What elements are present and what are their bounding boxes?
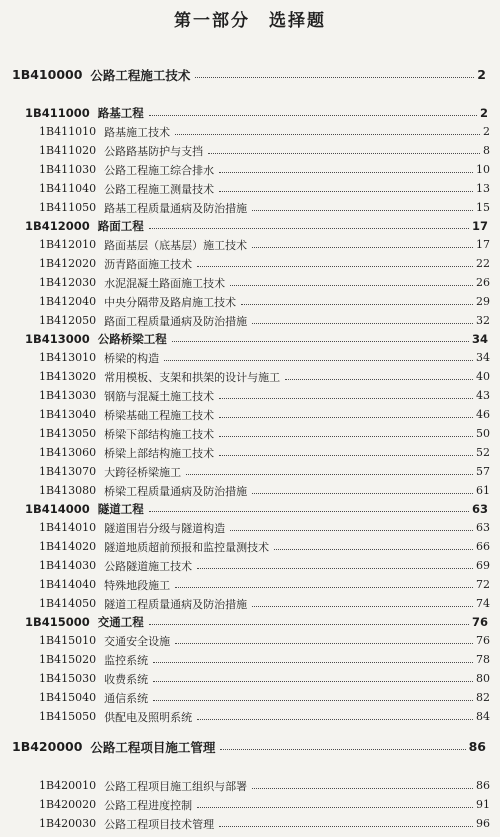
toc-title: 钢筋与混凝土施工技术: [104, 389, 215, 403]
toc-page: 40: [476, 370, 490, 383]
toc-code: 1B412000: [25, 218, 90, 233]
toc-page: 32: [476, 314, 490, 327]
toc-entry: [0, 103, 500, 122]
toc-title: 公路工程施工综合排水: [104, 163, 215, 177]
toc-page: 74: [476, 597, 490, 610]
toc-entry: [0, 329, 500, 348]
toc-title: 桥梁工程质量通病及防治措施: [104, 484, 248, 498]
toc-title: 路基工程: [97, 105, 144, 120]
toc-title: 公路工程项目施工管理: [90, 739, 216, 755]
toc-entry: [0, 688, 500, 707]
toc-leader: [186, 474, 473, 475]
toc-title: 公路工程项目技术管理: [104, 817, 215, 831]
toc-code: 1B414000: [25, 501, 90, 516]
toc-leader: [252, 210, 473, 211]
toc-title: 交通安全设施: [104, 634, 171, 648]
toc-title: 供配电及照明系统: [104, 710, 193, 724]
toc-leader: [219, 398, 473, 399]
toc-page: 22: [476, 257, 490, 270]
toc-leader: [149, 511, 469, 512]
toc-entry: [0, 198, 500, 217]
toc-entry: [0, 424, 500, 443]
toc-leader: [197, 719, 473, 720]
toc-title: 中央分隔带及路肩施工技术: [104, 295, 237, 309]
toc-code: 1B410000: [12, 67, 83, 82]
toc-code: 1B414010: [39, 521, 97, 534]
toc-title: 桥梁下部结构施工技术: [104, 427, 215, 441]
toc-title: 大跨径桥梁施工: [104, 465, 182, 479]
toc-entry: [0, 292, 500, 311]
toc-title: 监控系统: [104, 653, 149, 667]
toc-title: 常用模板、支架和拱架的设计与施工: [104, 370, 281, 384]
toc-code: 1B415030: [39, 672, 97, 685]
toc-leader: [252, 788, 473, 789]
toc-code: 1B413080: [39, 484, 97, 497]
toc-title: 公路工程施工测量技术: [104, 182, 215, 196]
toc-entry: [0, 65, 500, 84]
toc-page: 76: [471, 614, 488, 629]
toc-leader: [153, 700, 473, 701]
toc-entry: [0, 795, 500, 814]
toc-page: 17: [471, 218, 488, 233]
toc-leader: [219, 417, 473, 418]
toc-page: 72: [476, 578, 490, 591]
toc-leader: [175, 643, 473, 644]
toc-leader: [252, 606, 473, 607]
toc-entry: [0, 348, 500, 367]
toc-title: 公路工程项目施工组织与部署: [104, 779, 248, 793]
toc-leader: [149, 115, 477, 116]
toc-code: 1B415020: [39, 653, 97, 666]
toc-leader: [172, 341, 469, 342]
toc-entry: [0, 311, 500, 330]
toc-page: 46: [476, 408, 490, 421]
toc-code: 1B412030: [39, 276, 97, 289]
toc-entry: [0, 737, 500, 756]
toc-code: 1B415040: [39, 691, 97, 704]
toc-entry: [0, 631, 500, 650]
toc-title: 路面基层（底基层）施工技术: [104, 238, 248, 252]
toc-entry: [0, 160, 500, 179]
toc-leader: [197, 807, 473, 808]
toc-page: 61: [476, 484, 490, 497]
toc-code: 1B415050: [39, 710, 97, 723]
toc-entry: [0, 443, 500, 462]
toc-page: 63: [471, 501, 488, 516]
toc-leader: [252, 247, 473, 248]
toc-title: 路基施工技术: [104, 125, 171, 139]
toc-page: 57: [476, 465, 490, 478]
toc-leader: [149, 624, 469, 625]
toc-leader: [219, 172, 473, 173]
toc-leader: [208, 153, 480, 154]
toc-page: 69: [476, 559, 490, 572]
toc-title: 公路工程进度控制: [104, 798, 193, 812]
toc-leader: [197, 568, 473, 569]
toc-leader: [274, 549, 473, 550]
toc-page: 91: [476, 798, 490, 811]
toc-entry: [0, 216, 500, 235]
toc-code: 1B411050: [39, 201, 97, 214]
toc-page: 96: [476, 817, 490, 830]
toc-leader: [175, 587, 473, 588]
toc-leader: [241, 304, 473, 305]
toc-leader: [197, 266, 473, 267]
toc-code: 1B411040: [39, 182, 97, 195]
toc-leader: [195, 77, 474, 78]
toc-leader: [175, 134, 480, 135]
toc-page: 66: [476, 540, 490, 553]
toc-page: 13: [476, 182, 490, 195]
toc-page: 34: [471, 331, 488, 346]
toc-code: 1B420030: [39, 817, 97, 830]
toc-leader: [252, 323, 473, 324]
toc-entry: [0, 650, 500, 669]
toc-page: 86: [468, 739, 486, 754]
toc-entry: [0, 122, 500, 141]
toc-title: 隧道地质超前预报和监控量测技术: [104, 540, 270, 554]
toc-title: 桥梁基础工程施工技术: [104, 408, 215, 422]
toc-page: 76: [476, 634, 490, 647]
toc-entry: [0, 405, 500, 424]
toc-page: 78: [476, 653, 490, 666]
toc-title: 沥青路面施工技术: [104, 257, 193, 271]
toc-code: 1B413040: [39, 408, 97, 421]
toc-entry: [0, 235, 500, 254]
toc-title: 水泥混凝土路面施工技术: [104, 276, 226, 290]
toc-entry: [0, 367, 500, 386]
toc-leader: [153, 681, 473, 682]
toc-entry: [0, 273, 500, 292]
toc-title: 隧道工程质量通病及防治措施: [104, 597, 248, 611]
toc-entry: [0, 776, 500, 795]
toc-leader: [153, 662, 473, 663]
toc-page: 10: [476, 163, 490, 176]
toc-code: 1B411020: [39, 144, 97, 157]
toc-title: 特殊地段施工: [104, 578, 171, 592]
toc-code: 1B420020: [39, 798, 97, 811]
toc-code: 1B412040: [39, 295, 97, 308]
toc-title: 隧道工程: [97, 501, 144, 516]
toc-page: 86: [476, 779, 490, 792]
toc-page: 82: [476, 691, 490, 704]
toc-title: 公路桥梁工程: [97, 331, 167, 346]
toc-entry: [0, 462, 500, 481]
toc-code: 1B412020: [39, 257, 97, 270]
toc-leader: [285, 379, 473, 380]
toc-code: 1B415000: [25, 614, 90, 629]
toc-code: 1B420010: [39, 779, 97, 792]
toc-title: 通信系统: [104, 691, 149, 705]
toc-code: 1B411030: [39, 163, 97, 176]
toc-title: 路面工程: [97, 218, 144, 233]
toc-page: 50: [476, 427, 490, 440]
toc-page: 17: [476, 238, 490, 251]
toc-entry: [0, 814, 500, 833]
toc-code: 1B414050: [39, 597, 97, 610]
toc-title: 桥梁上部结构施工技术: [104, 446, 215, 460]
toc-leader: [230, 285, 473, 286]
toc-page: 2: [477, 67, 486, 82]
toc-entry: [0, 612, 500, 631]
toc-page: 80: [476, 672, 490, 685]
toc-leader: [219, 826, 473, 827]
toc-leader: [220, 749, 465, 750]
toc-leader: [230, 530, 473, 531]
toc-page: 8: [483, 144, 490, 157]
toc-entry: [0, 669, 500, 688]
toc-entry: [0, 386, 500, 405]
toc-title: 公路路基防护与支挡: [104, 144, 204, 158]
toc-code: 1B414030: [39, 559, 97, 572]
toc-code: 1B420000: [12, 739, 83, 754]
toc-page: 26: [476, 276, 490, 289]
toc-code: 1B413070: [39, 465, 97, 478]
toc-entry: [0, 575, 500, 594]
toc-code: 1B413010: [39, 351, 97, 364]
toc-entry: [0, 556, 500, 575]
toc-code: 1B413030: [39, 389, 97, 402]
toc-code: 1B413000: [25, 331, 90, 346]
toc-title: 交通工程: [97, 614, 144, 629]
toc-code: 1B413060: [39, 446, 97, 459]
toc-title: 公路工程施工技术: [90, 67, 191, 83]
toc-entry: [0, 499, 500, 518]
toc-title: 隧道围岩分级与隧道构造: [104, 521, 226, 535]
toc-entry: [0, 537, 500, 556]
toc-entry: [0, 481, 500, 500]
toc-code: 1B414020: [39, 540, 97, 553]
toc-title: 公路隧道施工技术: [104, 559, 193, 573]
toc-entry: [0, 594, 500, 613]
toc-title: 收费系统: [104, 672, 149, 686]
toc-page: 52: [476, 446, 490, 459]
toc-leader: [149, 228, 469, 229]
toc-page: 63: [476, 521, 490, 534]
toc-code: 1B411000: [25, 105, 90, 120]
toc-entry: [0, 254, 500, 273]
toc-code: 1B413050: [39, 427, 97, 440]
toc-title: 路基工程质量通病及防治措施: [104, 201, 248, 215]
toc-entry: [0, 179, 500, 198]
toc-leader: [219, 436, 473, 437]
toc-leader: [164, 360, 473, 361]
toc-leader: [219, 191, 473, 192]
toc-leader: [219, 455, 473, 456]
toc-code: 1B412010: [39, 238, 97, 251]
toc-title: 桥梁的构造: [104, 351, 160, 365]
toc-page: 43: [476, 389, 490, 402]
toc-code: 1B411010: [39, 125, 97, 138]
toc-title: 路面工程质量通病及防治措施: [104, 314, 248, 328]
toc-page: 84: [476, 710, 490, 723]
page-title: 第一部分 选择题: [174, 11, 326, 31]
toc-entry: [0, 707, 500, 726]
toc-page: 34: [476, 351, 490, 364]
toc-entry: [0, 141, 500, 160]
toc-code: 1B415010: [39, 634, 97, 647]
toc-page: 29: [476, 295, 490, 308]
toc-code: 1B414040: [39, 578, 97, 591]
toc-page: 2: [483, 125, 490, 138]
toc-leader: [252, 493, 473, 494]
toc-code: 1B413020: [39, 370, 97, 383]
toc-code: 1B412050: [39, 314, 97, 327]
toc-page: 15: [476, 201, 490, 214]
toc-entry: [0, 518, 500, 537]
toc-page: 2: [479, 105, 488, 120]
